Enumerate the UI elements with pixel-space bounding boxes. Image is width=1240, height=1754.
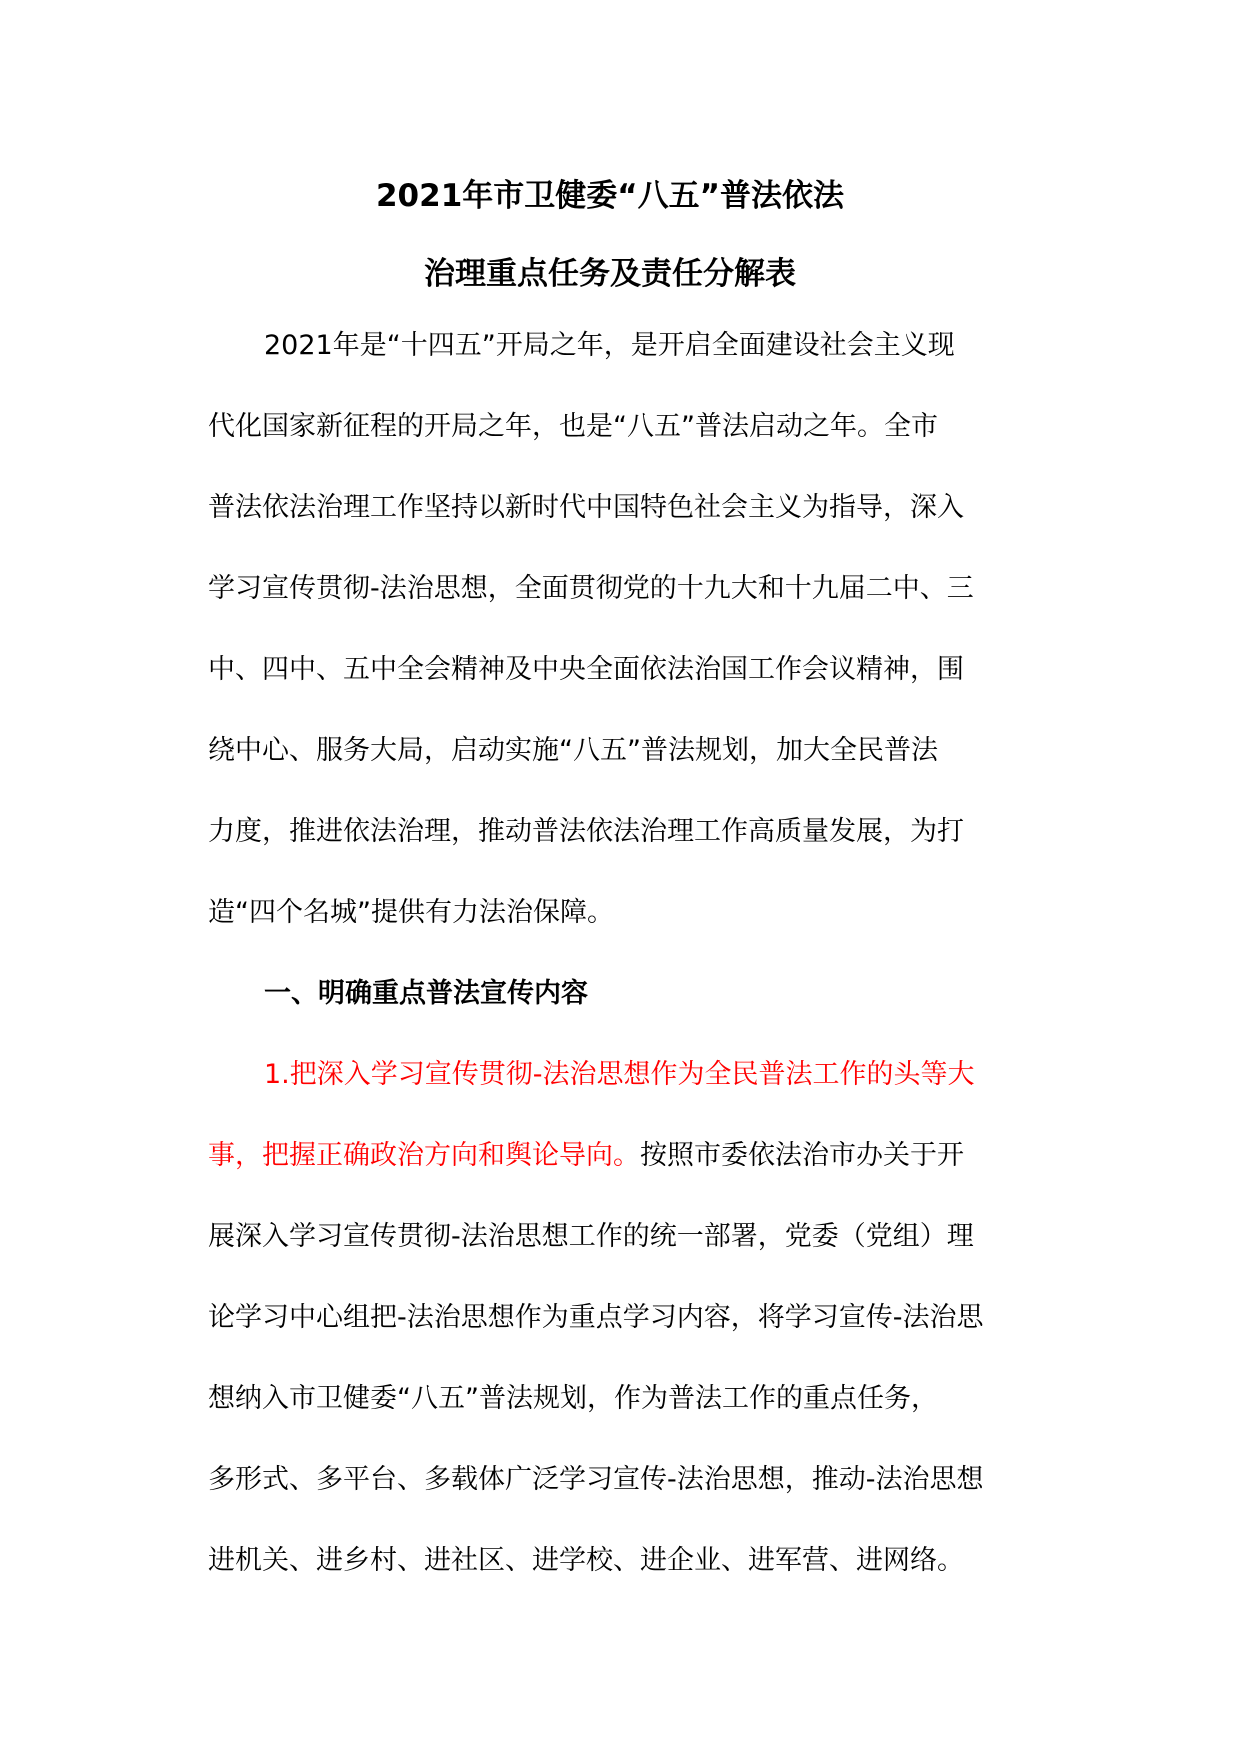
item-body-text: 按照市委依法治市办关于开 [640,1140,964,1171]
item-line: 展深入学习宣传贯彻-法治思想工作的统一部署，党委（党组）理 [208,1221,974,1252]
item-highlight-text: 事，把握正确政治方向和舆论导向。 [208,1140,640,1171]
intro-line: 学习宣传贯彻-法治思想，全面贯彻党的十九大和十九届二中、三 [208,573,974,604]
intro-line: 代化国家新征程的开局之年，也是“八五”普法启动之年。全市 [208,411,938,442]
intro-line: 力度，推进依法治理，推动普法依法治理工作高质量发展，为打 [208,816,964,847]
item-line: 进机关、进乡村、进社区、进学校、进企业、进军营、进网络。 [208,1545,964,1576]
intro-line: 绕中心、服务大局，启动实施“八五”普法规划，加大全民普法 [208,735,938,766]
document-body [208,320,1048,1616]
item-line: 论学习中心组把-法治思想作为重点学习内容，将学习宣传-法治思 [208,1302,984,1333]
item-highlight-line: 1.把深入学习宣传贯彻-法治思想作为全民普法工作的头等大 [264,1059,975,1090]
document-title-line-2: 治理重点任务及责任分解表 [424,256,796,292]
document-title-line-1: 2021年市卫健委“八五”普法依法 [375,178,845,214]
item-line: 多形式、多平台、多载体广泛学习宣传-法治思想，推动-法治思想 [208,1464,984,1495]
intro-line: 中、四中、五中全会精神及中央全面依法治国工作会议精神，围 [208,654,964,685]
intro-line: 2021年是“十四五”开局之年，是开启全面建设社会主义现 [264,330,955,361]
item-line: 想纳入市卫健委“八五”普法规划，作为普法工作的重点任务， [208,1383,938,1414]
intro-line: 造“四个名城”提供有力法治保障。 [208,897,614,928]
item-mixed-line [208,1130,1048,1211]
intro-line: 普法依法治理工作坚持以新时代中国特色社会主义为指导，深入 [208,492,964,523]
section-heading: 一、明确重点普法宣传内容 [264,978,588,1009]
